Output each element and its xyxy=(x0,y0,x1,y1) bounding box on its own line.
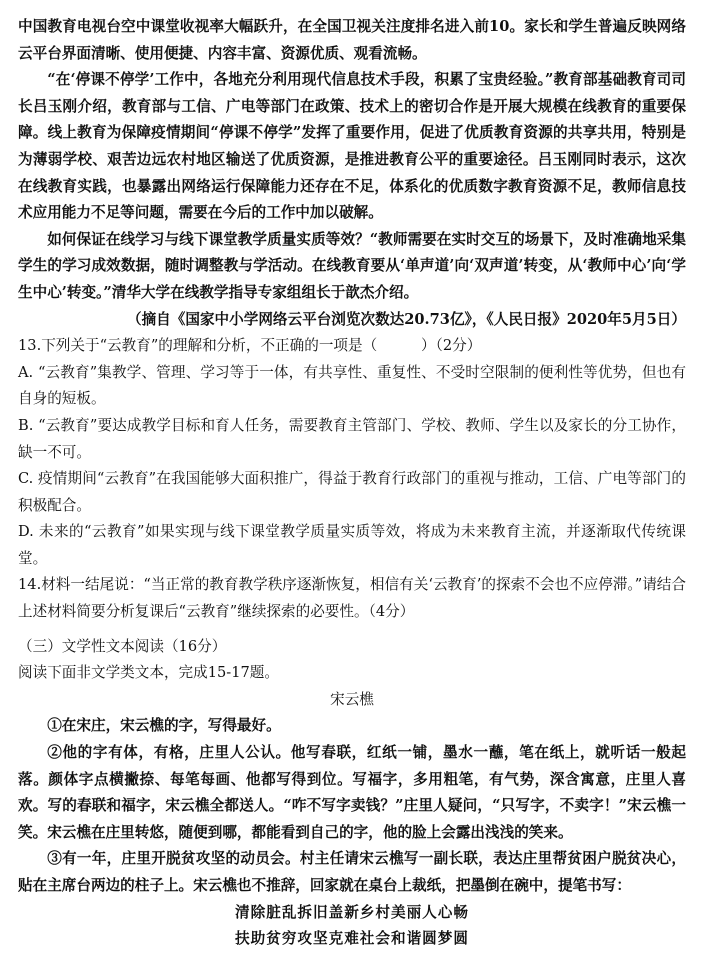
question-13-option-c: C. 疫情期间“云教育”在我国能够大面积推广，得益于教育行政部门的重视与推动，工信、广电等部门的积极配合。 xyxy=(18,470,686,514)
section-3-instruction: 阅读下面非文学类文本，完成15-17题。 xyxy=(18,664,279,682)
question-13-option-b: B. “云教育”要达成教学目标和育人任务，需要教育主管部门、学校、教师、学生以及家长的分工协作，缺一不可。 xyxy=(18,416,686,461)
story-paragraph-1: ①在宋庄，宋云樵的字，写得最好。 xyxy=(47,717,281,735)
couplet-line-1: 清除脏乱拆旧盖新乡村美丽人心畅 xyxy=(235,903,469,921)
question-14: 14.材料一结尾说：“当正常的教育教学秩序逐渐恢复，相信有关‘云教育’的探索不会也不应停滞。”请结合上述材料简要分析复课后“云教育”继续探索的必要性。（4分） xyxy=(18,576,686,621)
story-paragraph-2: ②他的字有体，有格，庄里人公认。他写春联，红纸一铺，墨水一蘸，笔在纸上，就听话一般起落。颜体字点横撇捺、每笔每画、他都写得到位。写福字，多用粗笔，有气势，深含寓意，庄里人喜欢。写的春联和福字，宋云樵全都送人。“咋不写字卖钱？”庄里人疑问，“只写字，不卖字！”宋云樵一笑。宋云樵在庄里转悠，随便到哪，都能看到自己的字，他的脸上会露出浅浅的笑来。 xyxy=(18,744,686,841)
question-13-option-d: D. 未来的“云教育”如果实现与线下课堂教学质量实质等效，将成为未来教育主流，并逐渐取代传统课堂。 xyxy=(18,523,686,567)
paragraph-2: “在‘停课不停学’工作中，各地充分利用现代信息技术手段，积累了宝贵经验。”教育部基础教育司司长吕玉刚介绍，教育部与工信、广电等部门在政策、技术上的密切合作是开展大规模在线教育的重要保障。线上教育为保障疫情期间“停课不停学”发挥了重要作用，促进了优质教育资源的共享共用，特别是为薄弱学校、艰苦边远农村地区输送了优质资源，是推进教育公平的重要途径。吕玉刚同时表示，这次在线教育实践，也暴露出网络运行保障能力还存在不足，体系化的优质数字教育资源不足，教师信息技术应用能力不足等问题，需要在今后的工作中加以破解。 xyxy=(18,71,686,222)
couplet-line-2: 扶助贫穷攻坚克难社会和谐圆梦圆 xyxy=(235,930,469,948)
story-title: 宋云樵 xyxy=(330,690,374,708)
section-3-title: （三）文学性文本阅读（16分） xyxy=(18,637,227,655)
question-13-stem: 13.下列关于“云教育”的理解和分析，不正确的一项是（ ）（2分） xyxy=(18,337,482,355)
paragraph-1: 中国教育电视台空中课堂收视率大幅跃升，在全国卫视关注度排名进入前10。家长和学生普遍反映网络云平台界面清晰、使用便捷、内容丰富、资源优质、观看流畅。 xyxy=(18,18,686,62)
story-paragraph-3: ③有一年，庄里开脱贫攻坚的动员会。村主任请宋云樵写一副长联，表达庄里帮贫困户脱贫决心，贴在主席台两边的柱子上。宋云樵也不推辞，回家就在桌台上裁纸，把墨倒在碗中，提笔书写： xyxy=(18,850,686,894)
source-citation: （摘自《国家中小学网络云平台浏览次数达20.73亿》，《人民日报》2020年5月5日） xyxy=(126,310,686,328)
question-13-option-a: A. “云教育”集教学、管理、学习等于一体，有共享性、重复性、不受时空限制的便利性等优势，但也有自身的短板。 xyxy=(18,363,686,408)
paragraph-3: 如何保证在线学习与线下课堂教学质量实质等效？“教师需要在实时交互的场景下，及时准确地采集学生的学习成效数据，随时调整教与学活动。在线教育要从‘单声道’向‘双声道’转变，从‘教师中心’向‘学生中心’转变。”清华大学在线教学指导专家组组长于歆杰介绍。 xyxy=(18,230,686,301)
